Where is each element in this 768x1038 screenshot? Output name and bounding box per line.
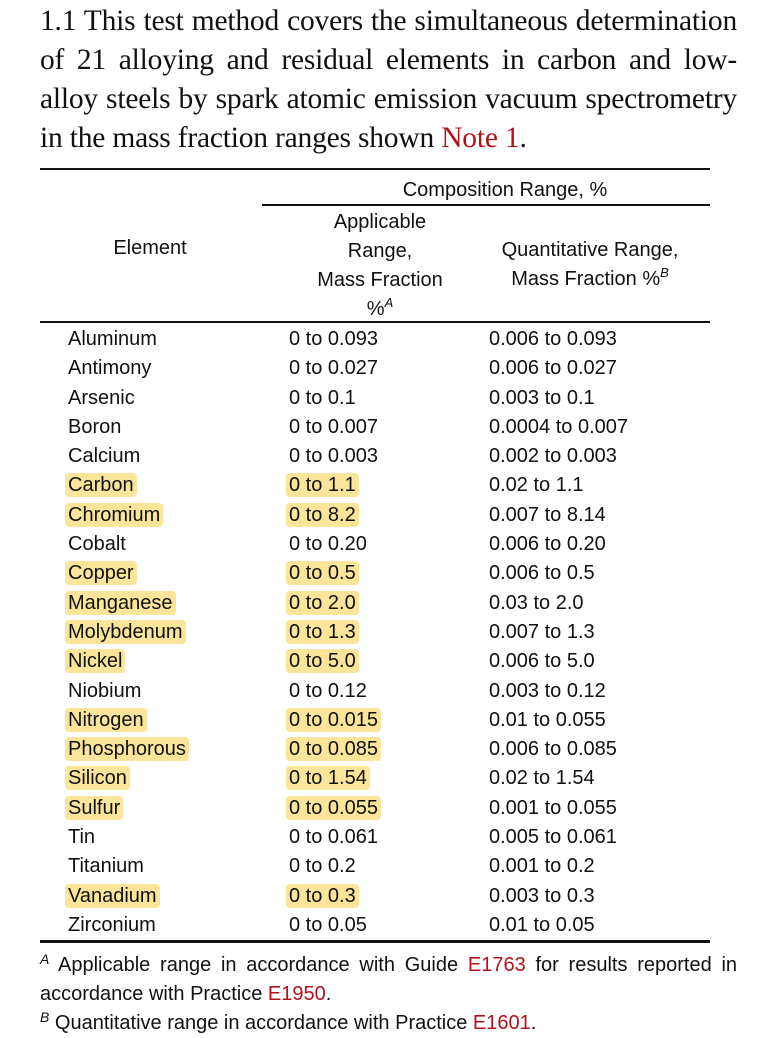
applicable-range-cell: 0 to 0.093 (289, 328, 378, 350)
table-row (40, 589, 710, 618)
applicable-header-line-3: Mass Fraction (317, 269, 443, 291)
composition-range-rule (262, 204, 710, 206)
table-row (40, 325, 710, 354)
quantitative-range-cell: 0.02 to 1.54 (489, 767, 595, 790)
table-row (40, 735, 710, 764)
applicable-range-cell: 0 to 0.085 (286, 737, 381, 761)
composition-table (40, 168, 710, 943)
table-body (40, 323, 710, 940)
applicable-range-cell: 0 to 0.015 (286, 708, 381, 732)
element-cell: Tin (68, 826, 96, 849)
quantitative-range-cell: 0.02 to 1.1 (489, 474, 584, 497)
e1763-link[interactable]: E1763 (467, 954, 526, 976)
element-cell: Vanadium (65, 884, 160, 908)
applicable-range-cell: 0 to 0.3 (286, 884, 359, 908)
applicable-range-cell: 0 to 5.0 (286, 649, 359, 673)
element-cell: Niobium (68, 679, 142, 702)
applicable-range-cell: 0 to 8.2 (286, 503, 359, 527)
applicable-range-cell: 0 to 0.12 (289, 679, 367, 702)
table-row (40, 764, 710, 793)
footnote-a-mid: for results reported in accordance with Practice (40, 954, 738, 1005)
table-row (40, 823, 710, 852)
element-cell: Nickel (65, 649, 125, 673)
element-cell: Aluminum (68, 328, 157, 350)
applicable-range-cell: 0 to 0.007 (289, 415, 378, 438)
element-cell: Boron (68, 415, 122, 438)
table-bottom-rule (40, 940, 710, 943)
table-row (40, 852, 710, 881)
element-cell: Phosphorous (65, 737, 189, 761)
applicable-range-cell: 0 to 1.54 (286, 766, 370, 790)
footnote-a (40, 951, 737, 1009)
quantitative-range-cell: 0.006 to 0.5 (489, 562, 595, 585)
applicable-range-cell: 0 to 0.1 (289, 386, 356, 409)
quantitative-range-cell: 0.007 to 1.3 (489, 620, 595, 643)
quantitative-range-cell: 0.006 to 0.085 (489, 738, 617, 761)
footnote-a-marker: A (384, 295, 394, 310)
intro-paragraph (40, 2, 737, 158)
applicable-header-line-2: Range, (347, 240, 413, 262)
applicable-range-cell: 0 to 0.2 (289, 855, 356, 878)
element-cell: Nitrogen (65, 708, 147, 732)
element-column-header: Element (113, 237, 187, 259)
element-cell: Calcium (68, 445, 141, 468)
table-row (40, 647, 710, 676)
table-row (40, 471, 710, 500)
table-row (40, 882, 710, 911)
element-cell: Molybdenum (65, 620, 186, 644)
applicable-range-cell: 0 to 0.003 (289, 445, 378, 468)
intro-text: 1.1 This test method covers the simultaneous determination of 21 alloying and residual elements in carbon and low-alloy steels by spark atomic emission vacuum spectrometry in the mass fraction ranges shown (40, 5, 737, 154)
quantitative-range-cell: 0.006 to 0.20 (489, 533, 606, 556)
quantitative-range-cell: 0.03 to 2.0 (489, 591, 584, 614)
quantitative-range-cell: 0.006 to 5.0 (489, 650, 595, 673)
applicable-range-cell: 0 to 0.055 (286, 796, 381, 820)
footnote-b-mark: B (40, 1009, 50, 1025)
applicable-range-cell: 0 to 1.1 (286, 473, 359, 497)
table-row (40, 706, 710, 735)
quantitative-header-line-2 (470, 265, 710, 294)
table-row (40, 911, 710, 940)
table-row (40, 501, 710, 530)
element-cell: Copper (65, 561, 137, 585)
footnote-b-end: . (530, 1012, 537, 1034)
table-row (40, 354, 710, 383)
percent-sign: % (366, 298, 385, 320)
applicable-range-cell: 0 to 0.05 (289, 913, 367, 936)
applicable-range-header (285, 208, 475, 324)
applicable-range-cell: 0 to 2.0 (286, 591, 359, 615)
element-cell: Chromium (65, 503, 163, 527)
element-cell: Silicon (65, 766, 130, 790)
table-row (40, 530, 710, 559)
footnote-b-marker: B (660, 265, 669, 280)
applicable-range-cell: 0 to 0.5 (286, 561, 359, 585)
table-row (40, 442, 710, 471)
quantitative-range-cell: 0.001 to 0.055 (489, 796, 617, 819)
note-1-link[interactable]: Note 1 (441, 122, 520, 154)
applicable-range-cell: 0 to 1.3 (286, 620, 359, 644)
applicable-range-cell: 0 to 0.20 (289, 533, 367, 556)
applicable-header-line-1: Applicable (333, 211, 427, 233)
quantitative-range-cell: 0.007 to 8.14 (489, 503, 606, 526)
element-cell: Arsenic (68, 386, 135, 409)
element-cell: Sulfur (65, 796, 123, 820)
table-row (40, 618, 710, 647)
table-row (40, 794, 710, 823)
element-cell: Titanium (68, 855, 144, 878)
e1950-link[interactable]: E1950 (267, 983, 326, 1005)
table-row (40, 413, 710, 442)
footnote-b-text: Quantitative range in accordance with Practice (54, 1012, 473, 1034)
quantitative-range-cell: 0.006 to 0.027 (489, 357, 617, 380)
e1601-link[interactable]: E1601 (472, 1012, 531, 1034)
table-row (40, 384, 710, 413)
applicable-range-cell: 0 to 0.027 (289, 357, 378, 380)
quantitative-range-cell: 0.002 to 0.003 (489, 445, 617, 468)
quantitative-range-cell: 0.003 to 0.1 (489, 386, 595, 409)
footnote-a-text: Applicable range in accordance with Guide (58, 954, 468, 976)
quantitative-range-cell: 0.01 to 0.055 (489, 708, 606, 731)
table-row (40, 559, 710, 588)
quantitative-range-cell: 0.0004 to 0.007 (489, 415, 629, 438)
quantitative-range-header (470, 236, 710, 294)
quantitative-range-cell: 0.003 to 0.3 (489, 884, 595, 907)
footnotes (40, 951, 737, 1038)
element-cell: Antimony (68, 357, 152, 380)
footnote-a-end: . (325, 983, 332, 1005)
table-row (40, 677, 710, 706)
quantitative-range-cell: 0.005 to 0.061 (489, 826, 617, 849)
element-cell: Carbon (65, 473, 137, 497)
quantitative-range-cell: 0.006 to 0.093 (489, 328, 617, 350)
intro-end: . (519, 122, 527, 154)
element-cell: Manganese (65, 591, 176, 615)
quantitative-range-cell: 0.003 to 0.12 (489, 679, 606, 702)
footnote-a-mark: A (40, 951, 50, 967)
applicable-header-line-4 (285, 295, 475, 324)
table-header (40, 170, 710, 321)
quantitative-header-line-1: Quantitative Range, (501, 239, 679, 261)
composition-range-header: Composition Range, % (402, 179, 608, 201)
quantitative-header-text: Mass Fraction % (511, 268, 661, 290)
element-cell: Zirconium (68, 913, 156, 936)
element-cell: Cobalt (68, 533, 126, 556)
quantitative-range-cell: 0.001 to 0.2 (489, 855, 595, 878)
applicable-range-cell: 0 to 0.061 (289, 826, 378, 849)
quantitative-range-cell: 0.01 to 0.05 (489, 913, 595, 936)
